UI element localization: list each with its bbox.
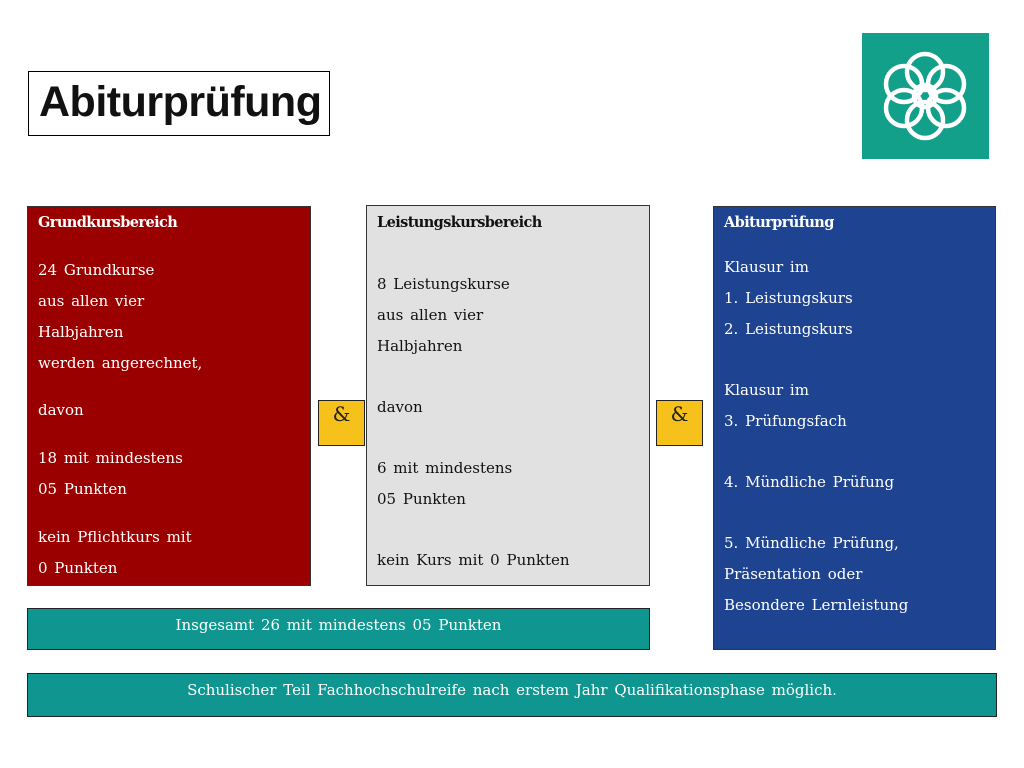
grundkurs-panel [27, 206, 311, 586]
grundkurs-line: werden angerechnet, [38, 354, 203, 372]
logo [862, 33, 989, 159]
title-box [28, 71, 330, 136]
leistungskurs-heading: Leistungskursbereich [377, 214, 542, 231]
grundkurs-line: 18 mit mindestens [38, 449, 183, 467]
abitur-line: Besondere Lernleistung [724, 596, 909, 614]
abitur-line: Klausur im [724, 258, 809, 276]
grundkurs-line: aus allen vier [38, 292, 145, 310]
leistungskurs-line: kein Kurs mit 0 Punkten [377, 551, 570, 569]
ampersand-connector: & [318, 400, 365, 446]
abitur-line: 4. Mündliche Prüfung [724, 473, 895, 491]
abitur-panel [713, 206, 996, 650]
abitur-heading: Abiturprüfung [724, 214, 834, 231]
grundkurs-line: 0 Punkten [38, 559, 118, 577]
ampersand-connector: & [656, 400, 703, 446]
grundkurs-line: davon [38, 401, 84, 419]
school-bar: Schulischer Teil Fachhochschulreife nach erstem Jahr Qualifikationsphase möglich. [27, 673, 997, 717]
leistungskurs-line: davon [377, 398, 423, 416]
leistungskurs-line: aus allen vier [377, 306, 484, 324]
page-title: Abiturprüfung [39, 78, 322, 126]
leistungskurs-line: 8 Leistungskurse [377, 275, 510, 293]
abitur-line: Präsentation oder [724, 565, 863, 583]
total-bar: Insgesamt 26 mit mindestens 05 Punkten [27, 608, 650, 650]
grundkurs-line: 24 Grundkurse [38, 261, 155, 279]
leistungskurs-line: Halbjahren [377, 337, 463, 355]
grundkurs-line: kein Pflichtkurs mit [38, 528, 192, 546]
abitur-line: 1. Leistungskurs [724, 289, 853, 307]
abitur-line: 5. Mündliche Prüfung, [724, 534, 899, 552]
abitur-line: 2. Leistungskurs [724, 320, 853, 338]
grundkurs-line: Halbjahren [38, 323, 124, 341]
abitur-line: Klausur im [724, 381, 809, 399]
abitur-line: 3. Prüfungsfach [724, 412, 847, 430]
grundkurs-heading: Grundkursbereich [38, 214, 178, 231]
leistungskurs-panel [366, 205, 650, 586]
leistungskurs-line: 05 Punkten [377, 490, 466, 508]
rose-icon [862, 33, 989, 159]
grundkurs-line: 05 Punkten [38, 480, 127, 498]
leistungskurs-line: 6 mit mindestens [377, 459, 513, 477]
